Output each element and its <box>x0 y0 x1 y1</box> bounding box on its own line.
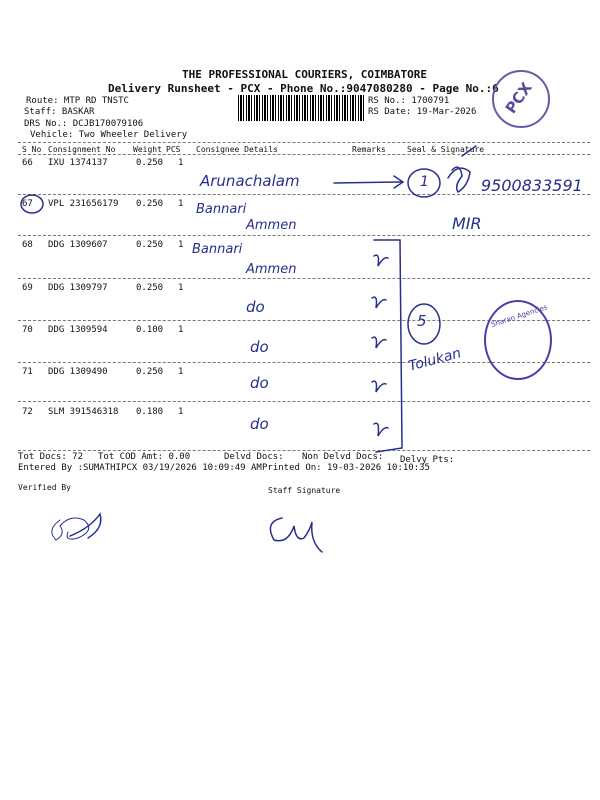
row-pcs: 1 <box>178 240 184 250</box>
row-pcs: 1 <box>178 407 184 417</box>
entered-by: Entered By :SUMATHIPCX 03/19/2026 10:09:49 AM <box>18 463 262 473</box>
tick-69 <box>374 255 388 266</box>
rs-date: RS Date: 19-Mar-2026 <box>368 107 477 117</box>
delvd-docs: Delvd Docs: <box>224 452 284 462</box>
tick-73 <box>374 423 388 436</box>
row-sno: 71 <box>22 367 33 377</box>
row-weight: 0.250 <box>136 240 164 250</box>
col-seal: Seal & Signature <box>407 145 485 154</box>
signature-b <box>448 167 470 192</box>
row-sno: 67 <box>22 199 33 209</box>
row-consignee-handwritten-2: Ammen <box>246 218 297 233</box>
row-consignee-handwritten: Bannari <box>196 202 247 217</box>
row-consignment: DDG 1309607 <box>48 240 108 250</box>
printed-on: Printed On: 19-03-2026 10:10:35 <box>262 463 430 473</box>
col-consignment: Consignment No <box>48 145 116 154</box>
row-weight: 0.250 <box>136 199 164 209</box>
row-consignment: SLM 391546318 <box>48 407 119 417</box>
row-consignment: DDG 1309797 <box>48 283 108 293</box>
drs-number: DRS No.: DCJB170079106 <box>24 119 144 129</box>
col-consignee: Consignee Details <box>196 145 278 154</box>
company-name: THE PROFESSIONAL COURIERS, COIMBATORE <box>182 68 428 81</box>
circle-one <box>408 169 440 197</box>
row-weight: 0.250 <box>136 367 164 377</box>
row-pcs: 1 <box>178 158 184 168</box>
col-weight: Weight <box>133 145 162 154</box>
row-consignee-handwritten: Bannari <box>192 242 243 257</box>
agency-seal-text: Sharan Agencies <box>490 303 549 329</box>
staff: Staff: BASKAR <box>24 107 95 117</box>
tick-72 <box>372 381 386 392</box>
row-consignment: DDG 1309490 <box>48 367 108 377</box>
bracket <box>374 240 402 452</box>
row-sno: 69 <box>22 283 33 293</box>
row-consignment: VPL 231656179 <box>48 199 119 209</box>
tick-71 <box>372 337 386 348</box>
row-consignee-handwritten: do <box>246 298 265 316</box>
pcx-stamp-text: PCX <box>501 79 536 117</box>
row-weight: 0.250 <box>136 158 164 168</box>
row-pcs: 1 <box>178 367 184 377</box>
row-consignee-handwritten: do <box>250 415 269 433</box>
tot-docs: Tot Docs: 72 <box>18 452 84 462</box>
row-consignee-handwritten: Arunachalam <box>200 172 300 190</box>
row-consignee-handwritten: do <box>250 338 269 356</box>
rs-number: RS No.: 1700791 <box>368 96 450 106</box>
row-sno: 68 <box>22 240 33 250</box>
staff-signature <box>270 518 322 552</box>
row-weight: 0.100 <box>136 325 164 335</box>
circled-one: 1 <box>420 174 429 190</box>
row-pcs: 1 <box>178 283 184 293</box>
row-weight: 0.250 <box>136 283 164 293</box>
row-pcs: 1 <box>178 199 184 209</box>
delvy-pts: Delvy Pts: <box>400 455 455 465</box>
row-sno: 70 <box>22 325 33 335</box>
circle-five <box>408 304 440 344</box>
runsheet-title: Delivery Runsheet - PCX - Phone No.:9047080280 - Page No.:6 <box>108 82 499 95</box>
arrow-line <box>334 182 402 183</box>
handwritten-phone: 9500833591 <box>481 176 583 195</box>
circle-67 <box>21 195 43 213</box>
row-pcs: 1 <box>178 325 184 335</box>
tot-cod-amt: Tot COD Amt: 0.00 <box>98 452 191 462</box>
col-sno: S No <box>22 145 42 154</box>
tick-70 <box>372 297 386 308</box>
row-sno: 72 <box>22 407 33 417</box>
receiver-signature: Tolukan <box>406 345 463 375</box>
vehicle: Vehicle: Two Wheeler Delivery <box>30 130 188 140</box>
row-consignment: DDG 1309594 <box>48 325 108 335</box>
row-consignee-handwritten: do <box>250 374 269 392</box>
non-delvd-docs: Non Delvd Docs: <box>302 452 384 462</box>
signature-line <box>462 146 476 156</box>
row-consignment: IXU 1374137 <box>48 158 108 168</box>
route: Route: MTP RD TNSTC <box>26 96 129 106</box>
row-weight: 0.180 <box>136 407 164 417</box>
col-remarks: Remarks <box>352 145 386 154</box>
circled-five: 5 <box>417 312 427 330</box>
handwritten-mir: MIR <box>452 214 482 233</box>
col-pcs: PCS <box>166 145 181 154</box>
row-sno: 66 <box>22 158 33 168</box>
row-consignee-handwritten-2: Ammen <box>246 262 297 277</box>
verified-by-label: Verified By <box>18 483 71 492</box>
staff-signature-label: Staff Signature <box>268 486 341 495</box>
